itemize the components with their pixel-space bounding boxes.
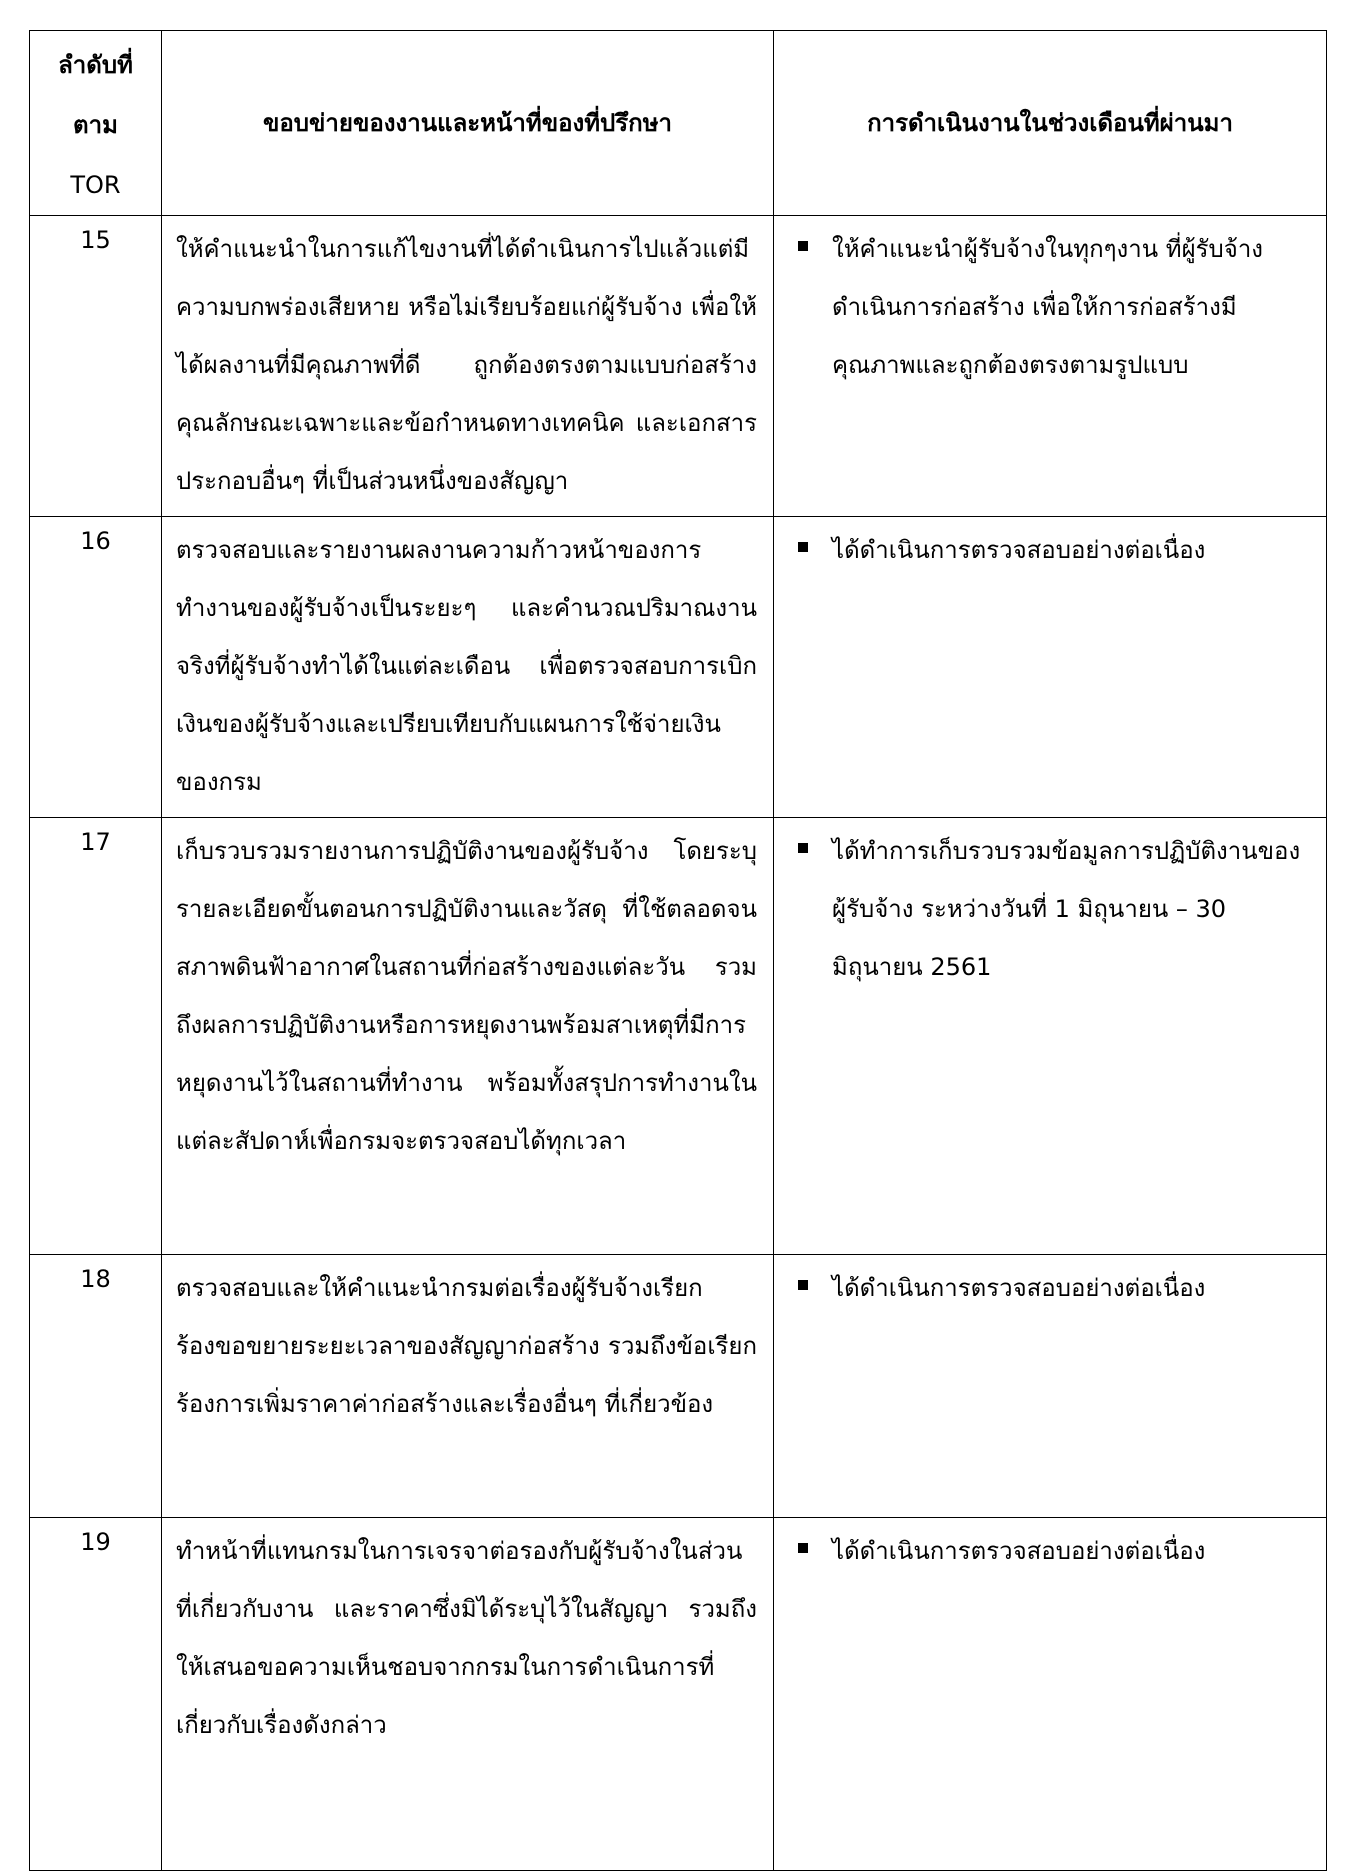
square-bullet-icon [798,1543,808,1553]
table-row [30,1518,1327,1871]
progress-bullet-item [784,1259,1316,1317]
tor-number: 19 [30,1518,162,1871]
progress-cell [774,1255,1327,1518]
document-page [29,30,1326,1871]
tor-number: 15 [30,216,162,517]
progress-cell [774,216,1327,517]
scope-text: ให้คำแนะนำในการแก้ไขงานที่ได้ดำเนินการไปแล้วแต่มีความบกพร่องเสียหาย หรือไม่เรียบร้อยแก่ผู้รับจ้าง เพื่อให้ได้ผลงานที่มีคุณภาพที่ดี ถูกต้องตรงตามแบบก่อสร้างคุณลักษณะเฉพาะและข้อกำหนดทางเทคนิค และเอกสารประกอบอื่นๆ ที่เป็นส่วนหนึ่งของสัญญา [162,216,774,517]
progress-bullet-item [784,1522,1316,1580]
table-row [30,818,1327,1255]
scope-text: ทำหน้าที่แทนกรมในการเจรจาต่อรองกับผู้รับจ้างในส่วนที่เกี่ยวกับงาน และราคาซึ่งมิได้ระบุไว้ในสัญญา รวมถึงให้เสนอขอความเห็นชอบจากกรมในการดำเนินการที่เกี่ยวกับเรื่องดังกล่าว [162,1518,774,1871]
scope-text: ตรวจสอบและรายงานผลงานความก้าวหน้าของการทำงานของผู้รับจ้างเป็นระยะๆ และคำนวณปริมาณงานจริงที่ผู้รับจ้างทำได้ในแต่ละเดือน เพื่อตรวจสอบการเบิกเงินของผู้รับจ้างและเปรียบเทียบกับแผนการใช้จ่ายเงินของกรม [162,517,774,818]
table-row [30,517,1327,818]
header-tor-number-line3: TOR [70,171,121,199]
progress-cell [774,818,1327,1255]
header-tor-number [30,31,162,216]
tor-progress-table [29,30,1327,1871]
progress-text: ได้ดำเนินการตรวจสอบอย่างต่อเนื่อง [832,536,1206,564]
progress-text: ได้ทำการเก็บรวบรวมข้อมูลการปฏิบัติงานของผู้รับจ้าง ระหว่างวันที่ 1 มิถุนายน – 30 มิถุนายน 2561 [832,837,1301,981]
scope-text: ตรวจสอบและให้คำแนะนำกรมต่อเรื่องผู้รับจ้างเรียกร้องขอขยายระยะเวลาของสัญญาก่อสร้าง รวมถึงข้อเรียกร้องการเพิ่มราคาค่าก่อสร้างและเรื่องอื่นๆ ที่เกี่ยวข้อง [162,1255,774,1518]
tor-number: 16 [30,517,162,818]
header-tor-number-line2: ตาม [73,111,118,139]
table-row [30,1255,1327,1518]
table-row [30,216,1327,517]
table-header-row [30,31,1327,216]
square-bullet-icon [798,542,808,552]
header-tor-number-line1: ลำดับที่ [58,51,133,79]
header-progress: การดำเนินงานในช่วงเดือนที่ผ่านมา [774,31,1327,216]
progress-text: ให้คำแนะนำผู้รับจ้างในทุกๆงาน ที่ผู้รับจ้างดำเนินการก่อสร้าง เพื่อให้การก่อสร้างมีคุณภาพและถูกต้องตรงตามรูปแบบ [832,235,1264,379]
progress-bullet-item [784,220,1316,394]
square-bullet-icon [798,843,808,853]
tor-number: 17 [30,818,162,1255]
scope-text: เก็บรวบรวมรายงานการปฏิบัติงานของผู้รับจ้าง โดยระบุรายละเอียดขั้นตอนการปฏิบัติงานและวัสดุ ที่ใช้ตลอดจนสภาพดินฟ้าอากาศในสถานที่ก่อสร้างของแต่ละวัน รวมถึงผลการปฏิบัติงานหรือการหยุดงานพร้อมสาเหตุที่มีการหยุดงานไว้ในสถานที่ทำงาน พร้อมทั้งสรุปการทำงานในแต่ละสัปดาห์เพื่อกรมจะตรวจสอบได้ทุกเวลา [162,818,774,1255]
progress-text: ได้ดำเนินการตรวจสอบอย่างต่อเนื่อง [832,1537,1206,1565]
progress-bullet-item [784,521,1316,579]
progress-text: ได้ดำเนินการตรวจสอบอย่างต่อเนื่อง [832,1274,1206,1302]
progress-cell [774,1518,1327,1871]
square-bullet-icon [798,1280,808,1290]
square-bullet-icon [798,241,808,251]
tor-number: 18 [30,1255,162,1518]
header-scope: ขอบข่ายของงานและหน้าที่ของที่ปรึกษา [162,31,774,216]
progress-bullet-item [784,822,1316,996]
progress-cell [774,517,1327,818]
